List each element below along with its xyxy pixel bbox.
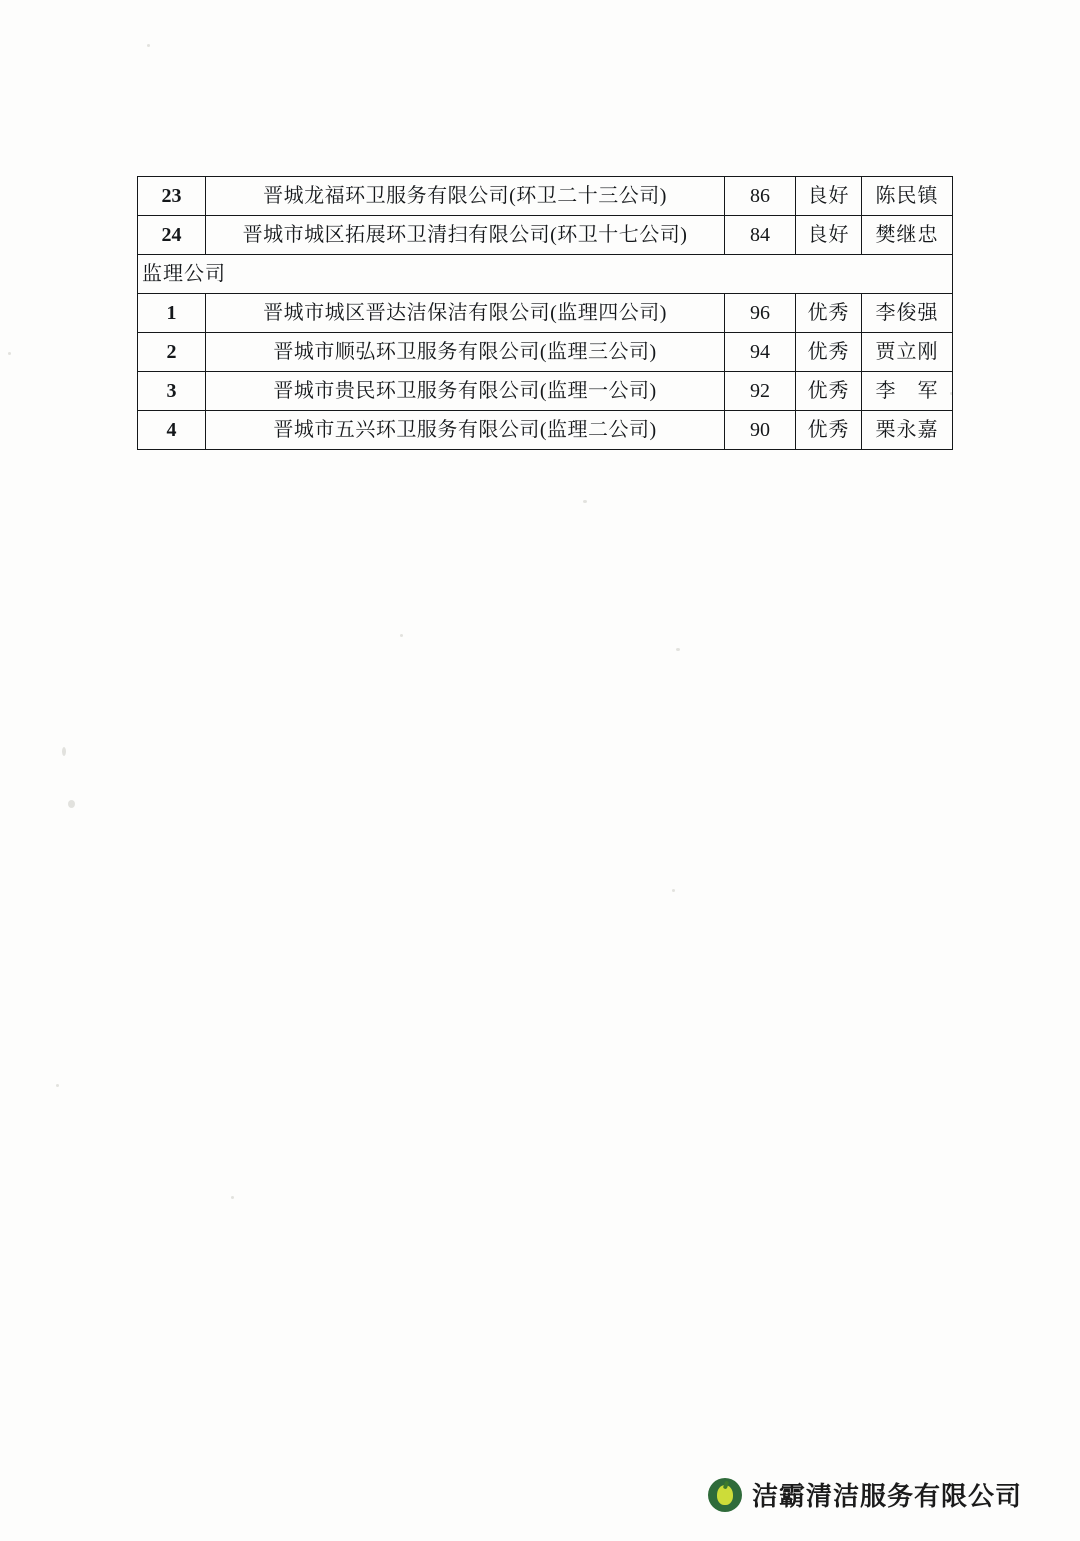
row-index: 2 xyxy=(138,333,206,372)
footer-company-name: 洁霸清洁服务有限公司 xyxy=(751,1481,1022,1511)
row-person: 李 军 xyxy=(862,372,953,411)
row-company-name: 晋城市贵民环卫服务有限公司(监理一公司) xyxy=(206,372,725,411)
table-row xyxy=(138,372,953,411)
row-company-name: 晋城龙福环卫服务有限公司(环卫二十三公司) xyxy=(206,177,725,216)
row-person: 陈民镇 xyxy=(862,177,953,216)
row-grade: 优秀 xyxy=(796,294,862,333)
scan-speck xyxy=(8,352,11,355)
row-person: 李俊强 xyxy=(862,294,953,333)
row-index: 1 xyxy=(138,294,206,333)
row-company-name: 晋城市五兴环卫服务有限公司(监理二公司) xyxy=(206,411,725,450)
table-section-row xyxy=(138,255,953,294)
row-index: 4 xyxy=(138,411,206,450)
evaluation-table-wrapper xyxy=(137,176,952,450)
wechat-account-logo-icon xyxy=(708,1478,742,1512)
scan-speck xyxy=(147,44,150,47)
row-score: 84 xyxy=(725,216,796,255)
scan-speck xyxy=(676,648,680,651)
row-company-name: 晋城市顺弘环卫服务有限公司(监理三公司) xyxy=(206,333,725,372)
table-row xyxy=(138,411,953,450)
row-grade: 良好 xyxy=(796,216,862,255)
evaluation-table xyxy=(137,176,953,450)
row-grade: 优秀 xyxy=(796,372,862,411)
row-score: 92 xyxy=(725,372,796,411)
row-score: 96 xyxy=(725,294,796,333)
scan-speck xyxy=(400,634,403,637)
scan-speck xyxy=(583,500,587,503)
row-company-name: 晋城市城区拓展环卫清扫有限公司(环卫十七公司) xyxy=(206,216,725,255)
scan-speck xyxy=(231,1196,234,1199)
scan-speck xyxy=(56,1084,59,1087)
section-label: 监理公司 xyxy=(138,255,953,294)
table-row xyxy=(138,333,953,372)
row-index: 23 xyxy=(138,177,206,216)
scan-speck xyxy=(62,747,66,756)
page-footer xyxy=(0,1476,1080,1513)
row-person: 贾立刚 xyxy=(862,333,953,372)
row-score: 90 xyxy=(725,411,796,450)
table-row xyxy=(138,216,953,255)
row-score: 86 xyxy=(725,177,796,216)
row-grade: 优秀 xyxy=(796,333,862,372)
row-person: 栗永嘉 xyxy=(862,411,953,450)
row-person: 樊继忠 xyxy=(862,216,953,255)
row-score: 94 xyxy=(725,333,796,372)
table-row xyxy=(138,294,953,333)
row-index: 3 xyxy=(138,372,206,411)
scan-speck xyxy=(68,800,75,808)
row-grade: 优秀 xyxy=(796,411,862,450)
table-row xyxy=(138,177,953,216)
row-grade: 良好 xyxy=(796,177,862,216)
row-company-name: 晋城市城区晋达洁保洁有限公司(监理四公司) xyxy=(206,294,725,333)
row-index: 24 xyxy=(138,216,206,255)
scan-speck xyxy=(672,889,675,892)
